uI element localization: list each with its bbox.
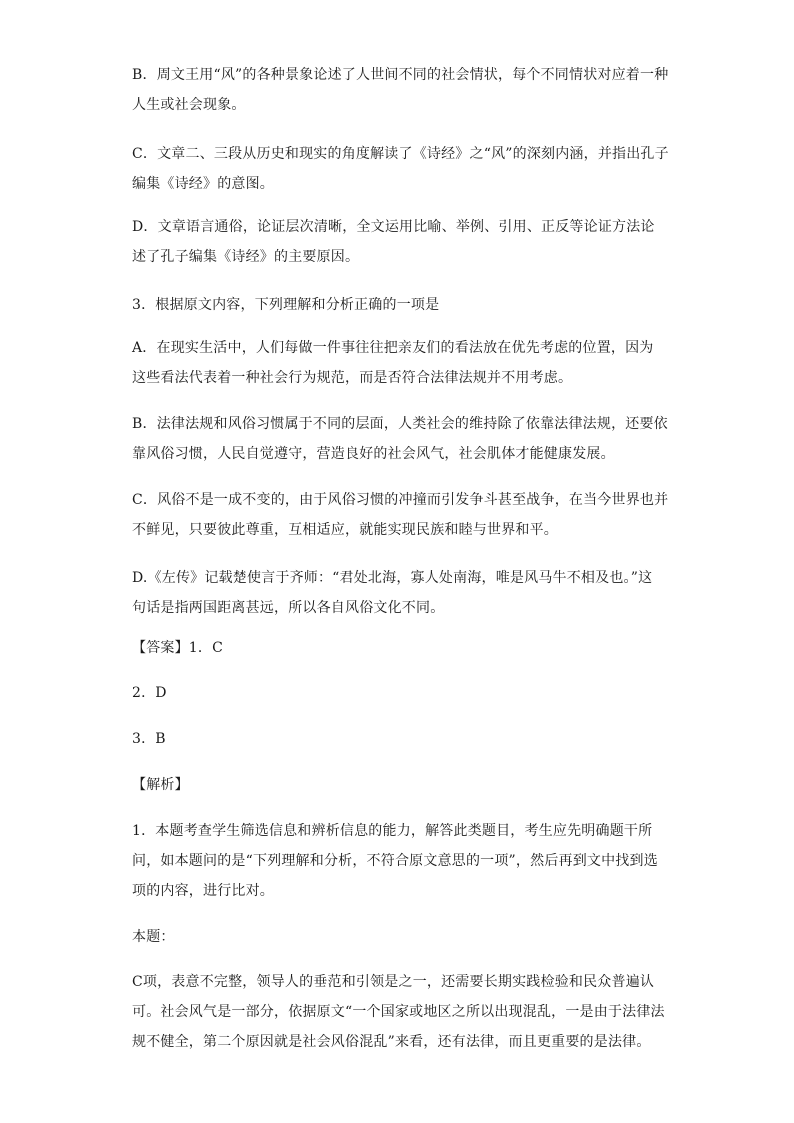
text-line: C．风俗不是一成不变的，由于风俗习惯的冲撞而引发争斗甚至战争，在当今世界也并 bbox=[132, 492, 669, 508]
option-d-paragraph bbox=[132, 212, 672, 272]
text-line: 本题： bbox=[132, 929, 175, 945]
option-b-paragraph bbox=[132, 60, 672, 120]
text-line: D．文章语言通俗，论证层次清晰，全文运用比喻、举例、引用、正反等论证方法论 bbox=[132, 219, 655, 235]
option-c-paragraph bbox=[132, 139, 672, 199]
text-line: 可。社会风气是一部分，依据原文“一个国家或地区之所以出现混乱，一是由于法律法 bbox=[132, 1004, 665, 1020]
text-line: 句话是指两国距离甚远，所以各自风俗文化不同。 bbox=[132, 600, 445, 616]
text-line: 3．B bbox=[132, 731, 166, 747]
text-line: C项，表意不完整，领导人的垂范和引领是之一，还需要长期实践检验和民众普遍认 bbox=[132, 974, 655, 990]
text-line: 2．D bbox=[132, 685, 167, 701]
text-line: 问，如本题问的是“下列理解和分析，不符合原文意思的一项”，然后再到文中找到选 bbox=[132, 853, 658, 869]
text-line: 【答案】1．C bbox=[132, 640, 224, 656]
text-line: 1．本题考查学生筛选信息和辨析信息的能力，解答此类题目，考生应先明确题干所 bbox=[132, 823, 653, 839]
text-line: 【解析】 bbox=[132, 777, 189, 793]
q3-option-c-paragraph bbox=[132, 485, 672, 545]
text-line: 这些看法代表着一种社会行为规范，而是否符合法律法规并不用考虑。 bbox=[132, 370, 573, 386]
text-line: D.《左传》记载楚使言于齐师：“君处北海，寡人处南海，唯是风马牛不相及也。”这 bbox=[132, 570, 653, 586]
analysis-paragraph-2 bbox=[132, 967, 672, 1057]
answer-2 bbox=[132, 678, 672, 708]
text-line: 述了孔子编集《诗经》的主要原因。 bbox=[132, 249, 360, 265]
text-line: 项的内容，进行比对。 bbox=[132, 883, 274, 899]
q3-option-d-paragraph bbox=[132, 563, 672, 623]
text-line: 不鲜见，只要彼此尊重，互相适应，就能实现民族和睦与世界和平。 bbox=[132, 522, 558, 538]
text-line: B．周文王用“风”的各种景象论述了人世间不同的社会情状，每个不同情状对应着一种 bbox=[132, 67, 669, 83]
q3-option-b-paragraph bbox=[132, 409, 672, 469]
text-line: 人生或社会现象。 bbox=[132, 97, 246, 113]
text-line: 规不健全，第二个原因就是社会风俗混乱”来看，还有法律，而且更重要的是法律。 bbox=[132, 1034, 651, 1050]
q3-option-a-paragraph bbox=[132, 333, 672, 393]
question-3-stem bbox=[132, 290, 672, 320]
analysis-paragraph-1 bbox=[132, 816, 672, 906]
text-line: C．文章二、三段从历史和现实的角度解读了《诗经》之“风”的深刻内涵，并指出孔子 bbox=[132, 146, 669, 162]
text-line: 3．根据原文内容，下列理解和分析正确的一项是 bbox=[132, 297, 440, 313]
text-line: B．法律法规和风俗习惯属于不同的层面，人类社会的维持除了依靠法律法规，还要依 bbox=[132, 416, 668, 432]
analysis-label bbox=[132, 922, 672, 952]
answer-3 bbox=[132, 724, 672, 754]
text-line: 靠风俗习惯，人民自觉遵守，营造良好的社会风气，社会肌体才能健康发展。 bbox=[132, 446, 615, 462]
text-line: 编集《诗经》的意图。 bbox=[132, 176, 274, 192]
text-line: A．在现实生活中，人们每做一件事往往把亲友们的看法放在优先考虑的位置，因为 bbox=[132, 340, 654, 356]
answer-heading bbox=[132, 633, 672, 663]
analysis-heading bbox=[132, 770, 672, 800]
